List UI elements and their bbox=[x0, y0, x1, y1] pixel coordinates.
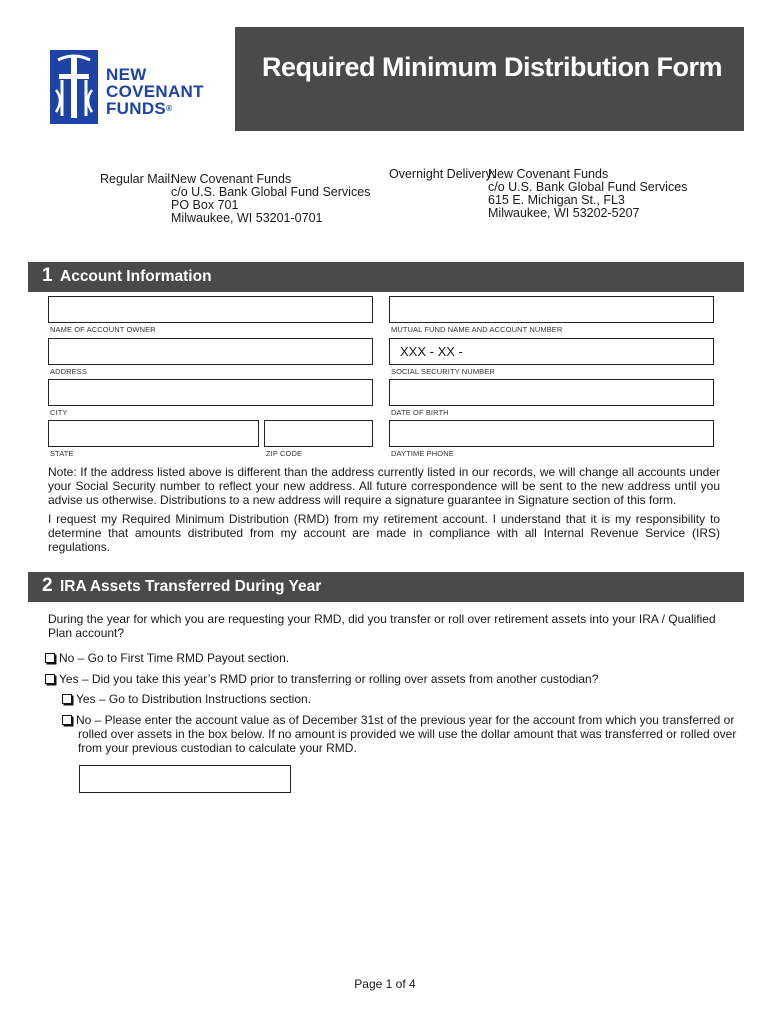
covenant-cross-icon bbox=[50, 50, 98, 124]
section-2-title: IRA Assets Transferred During Year bbox=[60, 578, 322, 595]
section-1-header bbox=[28, 262, 744, 292]
regular-mail-line: Milwaukee, WI 53201-0701 bbox=[171, 211, 323, 225]
logo-line-1: NEW bbox=[106, 65, 147, 84]
ssn-prefill: XXX - XX - bbox=[400, 344, 463, 359]
fund-account-label: MUTUAL FUND NAME AND ACCOUNT NUMBER bbox=[391, 325, 563, 334]
logo-emblem bbox=[50, 50, 98, 124]
section-2-header bbox=[28, 572, 744, 602]
sub-option-yes-label: Yes – Go to Distribution Instructions section. bbox=[76, 692, 312, 706]
account-value-input[interactable] bbox=[79, 765, 291, 793]
sub-yes-checkbox[interactable] bbox=[62, 694, 72, 704]
phone-input[interactable] bbox=[389, 420, 714, 447]
city-label: CITY bbox=[50, 408, 68, 417]
ssn-input[interactable] bbox=[389, 338, 714, 365]
no-checkbox[interactable] bbox=[45, 653, 55, 663]
option-yes[interactable] bbox=[45, 672, 598, 686]
regular-mail-line: New Covenant Funds bbox=[171, 172, 292, 186]
overnight-line: New Covenant Funds bbox=[488, 167, 609, 181]
logo-line-3: FUNDS bbox=[106, 99, 167, 118]
address-input[interactable] bbox=[48, 338, 373, 365]
logo-wordmark bbox=[106, 66, 204, 117]
overnight-line: Milwaukee, WI 53202-5207 bbox=[488, 206, 640, 220]
address-label: ADDRESS bbox=[50, 367, 87, 376]
zip-label: ZIP CODE bbox=[266, 449, 303, 458]
regular-mail-line: PO Box 701 bbox=[171, 198, 239, 212]
option-no-label: No – Go to First Time RMD Payout section. bbox=[59, 651, 290, 665]
overnight-line: 615 E. Michigan St., FL3 bbox=[488, 193, 625, 207]
sub-no-checkbox[interactable] bbox=[62, 715, 72, 725]
state-label: STATE bbox=[50, 449, 74, 458]
logo-line-2: COVENANT bbox=[106, 82, 204, 101]
transfer-question: During the year for which you are requesting your RMD, did you transfer or roll over retirement assets into your IRA / Qualified Plan account? bbox=[48, 612, 716, 640]
state-input[interactable] bbox=[48, 420, 259, 447]
sub-option-yes[interactable] bbox=[62, 692, 311, 706]
overnight-label: Overnight Delivery: bbox=[389, 167, 496, 181]
dob-label: DATE OF BIRTH bbox=[391, 408, 449, 417]
section-2-number: 2 bbox=[42, 575, 53, 596]
regular-mail-line: c/o U.S. Bank Global Fund Services bbox=[171, 185, 371, 199]
sub-option-no-label: No – Please enter the account value as of December 31st of the previous year for the account from which you transferred or bbox=[76, 713, 735, 727]
sub-option-no-label-line-3: from your previous custodian to calculate your RMD. bbox=[78, 741, 357, 755]
form-title: Required Minimum Distribution Form bbox=[262, 52, 722, 82]
rmd-request-statement: I request my Required Minimum Distribution (RMD) from my retirement account. I understand that it is my responsibility to determine that amounts distributed from my account are made in compliance with all Internal Revenue Service (IRS) regulations. bbox=[48, 512, 720, 554]
account-owner-input[interactable] bbox=[48, 296, 373, 323]
phone-label: DAYTIME PHONE bbox=[391, 449, 454, 458]
account-owner-label: NAME OF ACCOUNT OWNER bbox=[50, 325, 156, 334]
address-change-note: Note: If the address listed above is different than the address currently listed in our records, we will change all accounts under your Social Security number to reflect your new address. All future correspondence will be sent to the new address until you advise us otherwise. Distributions to a new address will require a signature guarantee in Signature section of this form. bbox=[48, 465, 720, 507]
ssn-label: SOCIAL SECURITY NUMBER bbox=[391, 367, 495, 376]
option-yes-label: Yes – Did you take this year’s RMD prior to transferring or rolling over assets from another custodian? bbox=[59, 672, 599, 686]
overnight-line: c/o U.S. Bank Global Fund Services bbox=[488, 180, 688, 194]
yes-checkbox[interactable] bbox=[45, 674, 55, 684]
city-input[interactable] bbox=[48, 379, 373, 406]
fund-account-input[interactable] bbox=[389, 296, 714, 323]
option-no[interactable] bbox=[45, 651, 289, 665]
regular-mail-label: Regular Mail: bbox=[100, 172, 174, 186]
zip-input[interactable] bbox=[264, 420, 373, 447]
registered-mark: ® bbox=[166, 104, 173, 113]
dob-input[interactable] bbox=[389, 379, 714, 406]
regular-mail-address bbox=[171, 173, 370, 225]
sub-option-no[interactable] bbox=[62, 713, 734, 727]
sub-option-no-label-line-2: rolled over assets in the box below. If no amount is provided we will use the dollar amount that was transferred or rolled over bbox=[78, 727, 737, 741]
section-1-number: 1 bbox=[42, 265, 53, 286]
section-1-title: Account Information bbox=[60, 268, 212, 285]
overnight-address bbox=[488, 168, 687, 220]
page-number: Page 1 of 4 bbox=[354, 977, 416, 991]
